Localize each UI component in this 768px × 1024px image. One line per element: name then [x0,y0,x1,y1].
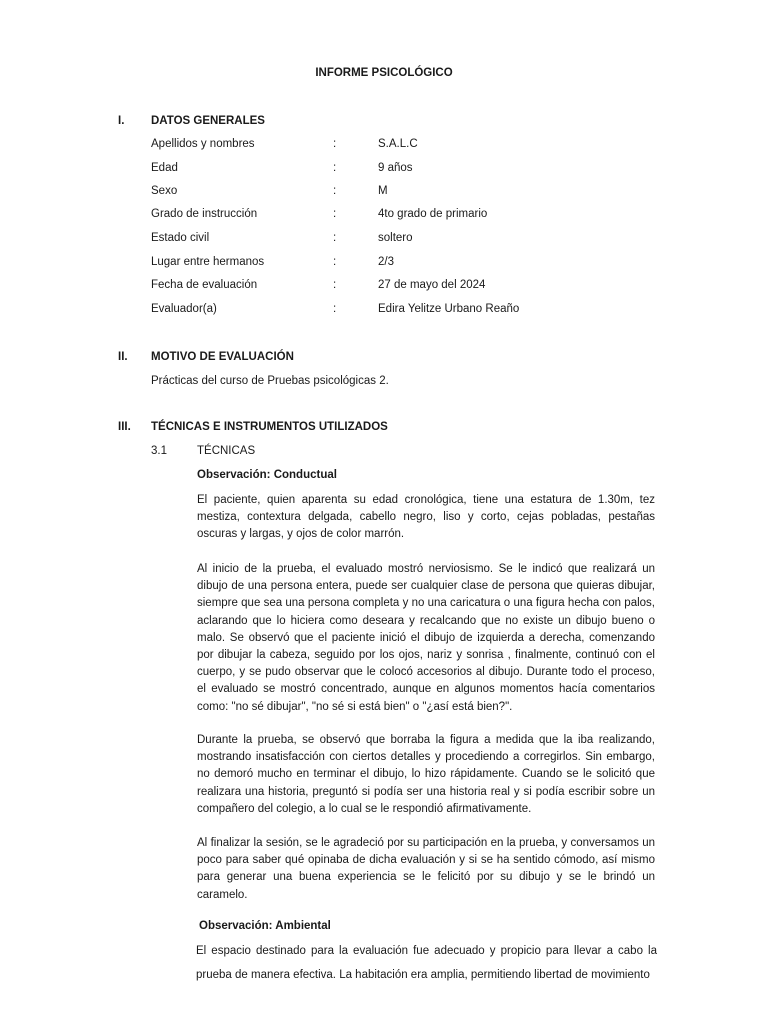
data-value: S.A.L.C [378,138,418,150]
data-label: Fecha de evaluación [151,279,258,291]
data-value: soltero [378,232,413,244]
motivo-text: Prácticas del curso de Pruebas psicológicas 2. [151,375,389,387]
data-colon: : [333,279,337,291]
data-label: Grado de instrucción [151,208,258,220]
paragraph-durante-prueba: Durante la prueba, se observó que borraba la figura a medida que la iba realizando, mostrando insatisfacción con ciertos detalles y procediendo a corregirlos. Sin embargo, no demoró mucho en terminar el dibujo, lo hizo rápidamente. Cuando se le solicitó que realizara una historia, preguntó si podía ser una historia real y si podía escribir sobre un compañero del colegio, a lo cual se le respondió afirmativamente. [197,734,655,815]
data-colon: : [333,303,337,315]
paragraph-descripcion: El paciente, quien aparenta su edad cronológica, tiene una estatura de 1.30m, tez mestiza, contextura delgada, cabello negro, liso y corto, cejas pobladas, pestañas oscuras y largas, y ojos de color marrón. [197,494,655,541]
data-label: Estado civil [151,232,210,244]
section-3-title: TÉCNICAS E INSTRUMENTOS UTILIZADOS [151,421,388,433]
paragraph-inicio-prueba: Al inicio de la prueba, el evaluado mostró nerviosismo. Se le indicó que realizará un dibujo de una persona entera, puede ser cualquier clase de persona que quieras dibujar, siempre que sea una persona completa y no una caricatura o una figura hecha con palos, aclarando que lo hiciera como deseara y recalcando que no existe un dibujo bueno o malo. Se observó que el paciente inició el dibujo de izquierda a derecha, comenzando por dibujar la cabeza, seguido por los ojos, nariz y sonrisa , finalmente, continuó con el cuerpo, y se pudo observar que le colocó accesorios al dibujo. Durante todo el proceso, el evaluado se mostró concentrado, aunque en algunos momentos hacía comentarios como: "no sé dibujar", "no sé si está bien" o "¿así está bien?". [197,563,655,713]
data-colon: : [333,232,337,244]
paragraph-ambiental: El espacio destinado para la evaluación fue adecuado y propicio para llevar a cabo la prueba de manera efectiva. La habitación era amplia, permitiendo libertad de movimiento [196,945,657,981]
section-1-number: I. [118,115,125,127]
section-2-number: II. [118,351,128,363]
data-colon: : [333,185,337,197]
paragraph-finalizar: Al finalizar la sesión, se le agradeció por su participación en la prueba, y conversamos un poco para saber qué opinaba de dicha evaluación y si se ha sentido cómodo, así mismo para generar una buena experiencia se le felicitó por su dibujo y se le brindó un caramelo. [197,837,655,901]
data-label: Edad [151,162,178,174]
observation-ambiental-title: Observación: Ambiental [199,920,331,932]
data-colon: : [333,256,337,268]
section-1-title: DATOS GENERALES [151,115,265,127]
data-value: 9 años [378,162,413,174]
data-label: Lugar entre hermanos [151,256,265,268]
observation-conductual-title: Observación: Conductual [197,469,337,481]
data-colon: : [333,208,337,220]
data-colon: : [333,138,337,150]
data-label: Evaluador(a) [151,303,217,315]
subsection-title: TÉCNICAS [197,445,256,457]
section-2-title: MOTIVO DE EVALUACIÓN [151,351,294,363]
data-value: 27 de mayo del 2024 [378,279,486,291]
data-label: Sexo [151,185,178,197]
data-value: 2/3 [378,256,394,268]
data-colon: : [333,162,337,174]
section-3-number: III. [118,421,131,433]
data-value: 4to grado de primario [378,208,488,220]
data-label: Apellidos y nombres [151,138,255,150]
data-value: M [378,185,388,197]
data-value: Edira Yelitze Urbano Reaño [378,303,520,315]
page-title: INFORME PSICOLÓGICO [315,67,453,79]
subsection-number: 3.1 [151,445,167,457]
